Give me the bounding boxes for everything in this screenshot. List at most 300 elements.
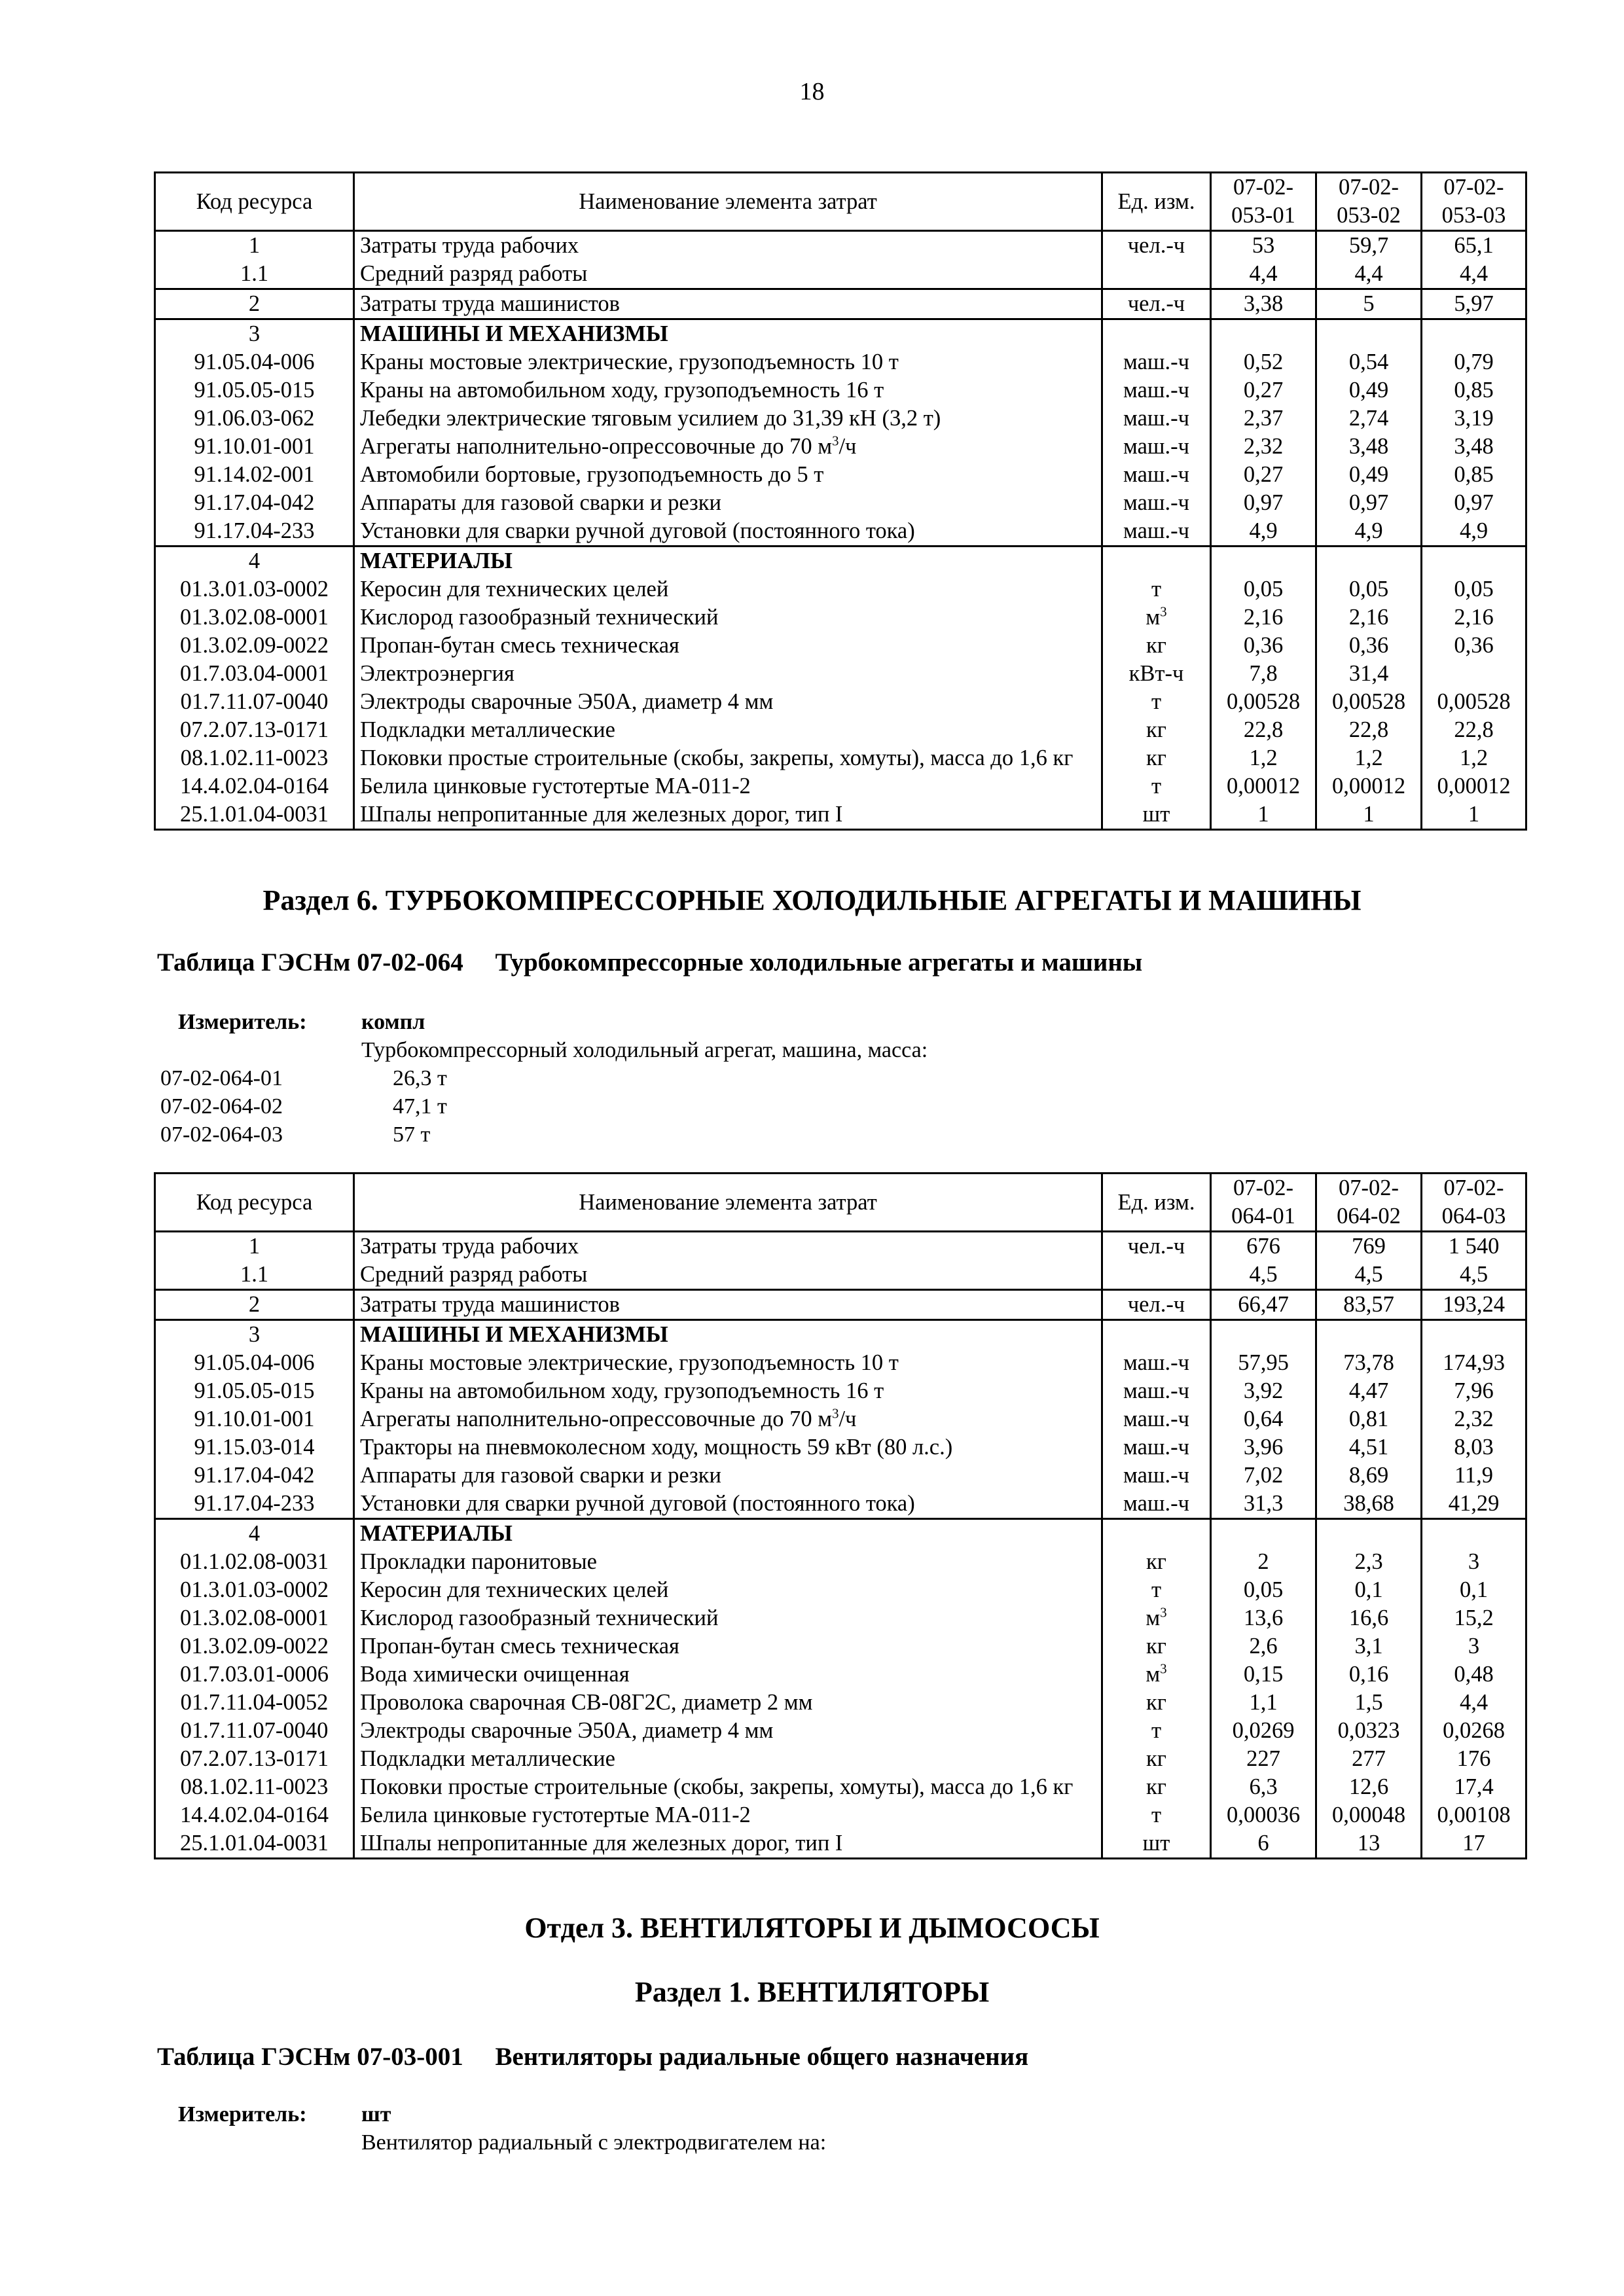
resource-code-cell: 91.17.04-042 (155, 1462, 354, 1490)
table-row (155, 1519, 1526, 1549)
section-6-title: Раздел 6. ТУРБОКОМПРЕССОРНЫЕ ХОЛОДИЛЬНЫЕ АГРЕГАТЫ И МАШИНЫ (262, 884, 1362, 916)
table-row (155, 1261, 1526, 1290)
table-row (155, 800, 1526, 830)
meter-unit: компл (361, 1010, 425, 1034)
meter-unit: шт (361, 2102, 391, 2126)
table-row (155, 1490, 1526, 1519)
unit-cell: кг (1102, 744, 1211, 772)
value-cell: 4,4 (1316, 260, 1422, 289)
resource-code-cell: 25.1.01.04-0031 (155, 800, 354, 830)
value-cell: 227 (1211, 1745, 1316, 1773)
value-cell: 3,48 (1422, 433, 1526, 461)
unit-cell: кг (1102, 1548, 1211, 1576)
cost-element-name-cell: Установки для сварки ручной дуговой (постоянного тока) (354, 1490, 1102, 1519)
value-cell (1422, 660, 1526, 688)
value-cell (1211, 319, 1316, 349)
value-cell: 4,5 (1316, 1261, 1422, 1290)
cost-element-name-cell: Прокладки паронитовые (354, 1548, 1102, 1576)
cost-element-name-cell: Средний разряд работы (354, 260, 1102, 289)
value-cell: 0,00528 (1422, 688, 1526, 716)
unit-cell: маш.-ч (1102, 404, 1211, 433)
resource-code-cell: 14.4.02.04-0164 (155, 1801, 354, 1829)
unit-cell: $м^3$ (1102, 603, 1211, 632)
cost-element-name-cell: Агрегаты наполнительно-опрессовочные до 70 $м^3/ч$ (354, 433, 1102, 461)
cost-element-name-cell: Средний разряд работы (354, 1261, 1102, 1290)
unit-cell: кг (1102, 1689, 1211, 1717)
resource-code-cell: 08.1.02.11-0023 (155, 1773, 354, 1801)
unit-cell: $м^3$ (1102, 1660, 1211, 1689)
resource-code-cell: 14.4.02.04-0164 (155, 772, 354, 800)
unit-cell: кг (1102, 1773, 1211, 1801)
resource-code-cell: 91.06.03-062 (155, 404, 354, 433)
resource-code-cell: 91.17.04-233 (155, 1490, 354, 1519)
cost-element-name-cell: Поковки простые строительные (скобы, закрепы, хомуты), масса до 1,6 кг (354, 1773, 1102, 1801)
table-row (155, 1689, 1526, 1717)
meter-description: Вентилятор радиальный с электродвигателем на: (361, 2130, 827, 2155)
resource-code-cell: 1 (155, 231, 354, 260)
value-cell: 1 (1422, 800, 1526, 830)
table-row (155, 1829, 1526, 1859)
resource-code-cell: 08.1.02.11-0023 (155, 744, 354, 772)
value-cell: 7,8 (1211, 660, 1316, 688)
unit-cell: кг (1102, 632, 1211, 660)
cost-element-name-cell: МАТЕРИАЛЫ (354, 547, 1102, 576)
value-cell: 17 (1422, 1829, 1526, 1859)
section-1-title: Раздел 1. ВЕНТИЛЯТОРЫ (634, 1976, 990, 2008)
value-cell: 0,49 (1316, 461, 1422, 489)
unit-cell: чел.-ч (1102, 1232, 1211, 1261)
cost-element-name-cell: Керосин для технических целей (354, 1576, 1102, 1604)
value-cell (1422, 1519, 1526, 1549)
department-3-title: Отдел 3. ВЕНТИЛЯТОРЫ И ДЫМОСОСЫ (524, 1912, 1100, 1944)
value-cell: 11,9 (1422, 1462, 1526, 1490)
table-row (155, 404, 1526, 433)
value-cell (1211, 1519, 1316, 1549)
value-cell: 4,9 (1316, 517, 1422, 547)
value-cell: 0,36 (1316, 632, 1422, 660)
unit-cell: маш.-ч (1102, 1433, 1211, 1462)
value-cell: 0,05 (1316, 575, 1422, 603)
value-cell: 13,6 (1211, 1604, 1316, 1632)
value-cell: 0,0269 (1211, 1717, 1316, 1745)
value-cell: 57,95 (1211, 1349, 1316, 1377)
value-cell: 53 (1211, 231, 1316, 260)
table-row (155, 489, 1526, 517)
meter-label: Измеритель: (178, 1010, 307, 1034)
value-cell: 0,0268 (1422, 1717, 1526, 1745)
value-cell: 41,29 (1422, 1490, 1526, 1519)
unit-cell: маш.-ч (1102, 1377, 1211, 1405)
resource-code-cell: 01.3.01.03-0002 (155, 1576, 354, 1604)
value-cell: 0,00048 (1316, 1801, 1422, 1829)
value-cell: 3 (1422, 1632, 1526, 1660)
unit-cell: кг (1102, 1745, 1211, 1773)
value-cell: 0,00528 (1316, 688, 1422, 716)
value-cell: 31,3 (1211, 1490, 1316, 1519)
resource-code-cell: 07.2.07.13-0171 (155, 716, 354, 744)
table-row (155, 744, 1526, 772)
table-row (155, 1433, 1526, 1462)
header-col-3: 07-02- 053-03 (1422, 173, 1526, 231)
value-cell: 193,24 (1422, 1290, 1526, 1320)
cost-element-name-cell: Кислород газообразный технический (354, 1604, 1102, 1632)
meter-description: Турбокомпрессорный холодильный агрегат, машина, масса: (361, 1038, 928, 1062)
value-cell: 4,4 (1422, 260, 1526, 289)
value-cell: 2,3 (1316, 1548, 1422, 1576)
unit-cell: шт (1102, 800, 1211, 830)
header-col-2: 07-02- 064-02 (1316, 1174, 1422, 1232)
value-cell: 4,51 (1316, 1433, 1422, 1462)
value-cell (1316, 319, 1422, 349)
value-cell: 0,36 (1211, 632, 1316, 660)
value-cell: 0,48 (1422, 1660, 1526, 1689)
resource-code-cell: 91.10.01-001 (155, 433, 354, 461)
value-cell: 6,3 (1211, 1773, 1316, 1801)
cost-element-name-cell: Автомобили бортовые, грузоподъемность до 5 т (354, 461, 1102, 489)
value-cell: 0,05 (1422, 575, 1526, 603)
value-cell: 59,7 (1316, 231, 1422, 260)
value-cell: 176 (1422, 1745, 1526, 1773)
meter-item-value: 47,1 т (393, 1094, 447, 1119)
unit-cell: т (1102, 1801, 1211, 1829)
value-cell: 0,05 (1211, 575, 1316, 603)
value-cell: 277 (1316, 1745, 1422, 1773)
meter-label: Измеритель: (178, 2102, 307, 2126)
meter-item-code: 07-02-064-03 (160, 1122, 283, 1147)
resource-code-cell: 01.3.02.09-0022 (155, 632, 354, 660)
table-07-02-064-title: Таблица ГЭСНм 07-02-064 Турбокомпрессорные холодильные агрегаты и машины (157, 948, 1143, 977)
cost-element-name-cell: Затраты труда рабочих (354, 231, 1102, 260)
value-cell: 0,27 (1211, 461, 1316, 489)
header-col-3: 07-02- 064-03 (1422, 1174, 1526, 1232)
value-cell: 66,47 (1211, 1290, 1316, 1320)
value-cell: 3,38 (1211, 289, 1316, 319)
unit-cell: чел.-ч (1102, 289, 1211, 319)
table-row (155, 603, 1526, 632)
value-cell: 0,97 (1422, 489, 1526, 517)
value-cell: 769 (1316, 1232, 1422, 1261)
cost-element-name-cell: Краны на автомобильном ходу, грузоподъемность 16 т (354, 1377, 1102, 1405)
value-cell: 3,19 (1422, 404, 1526, 433)
resource-code-cell: 25.1.01.04-0031 (155, 1829, 354, 1859)
table-row (155, 1717, 1526, 1745)
value-cell: 174,93 (1422, 1349, 1526, 1377)
table-row (155, 1576, 1526, 1604)
unit-cell: т (1102, 1717, 1211, 1745)
cost-element-name-cell: Вода химически очищенная (354, 1660, 1102, 1689)
value-cell: 1,2 (1422, 744, 1526, 772)
header-name: Наименование элемента затрат (354, 173, 1102, 231)
value-cell: 676 (1211, 1232, 1316, 1261)
resource-code-cell: 91.05.05-015 (155, 376, 354, 404)
value-cell: 3,1 (1316, 1632, 1422, 1660)
value-cell: 0,85 (1422, 376, 1526, 404)
resource-code-cell: 91.15.03-014 (155, 1433, 354, 1462)
value-cell (1422, 547, 1526, 576)
cost-element-name-cell: Агрегаты наполнительно-опрессовочные до 70 $м^3/ч$ (354, 1405, 1102, 1433)
unit-cell: т (1102, 1576, 1211, 1604)
value-cell: 0,79 (1422, 348, 1526, 376)
unit-cell: чел.-ч (1102, 1290, 1211, 1320)
unit-cell: $м^3$ (1102, 1604, 1211, 1632)
meter-item-code: 07-02-064-02 (160, 1094, 283, 1119)
cost-element-name-cell: МАШИНЫ И МЕХАНИЗМЫ (354, 1320, 1102, 1350)
value-cell: 2,32 (1211, 433, 1316, 461)
value-cell: 4,5 (1211, 1261, 1316, 1290)
table-row (155, 433, 1526, 461)
table-row (155, 1632, 1526, 1660)
value-cell: 2 (1211, 1548, 1316, 1576)
value-cell: 1,2 (1316, 744, 1422, 772)
table-row (155, 1604, 1526, 1632)
unit-cell: кВт-ч (1102, 660, 1211, 688)
resource-table-07-02-064 (154, 1172, 1527, 1859)
value-cell: 3,96 (1211, 1433, 1316, 1462)
resource-code-cell: 01.7.03.04-0001 (155, 660, 354, 688)
value-cell: 0,00012 (1211, 772, 1316, 800)
value-cell: 2,16 (1316, 603, 1422, 632)
unit-cell: маш.-ч (1102, 1490, 1211, 1519)
table-row (155, 1773, 1526, 1801)
unit-cell: чел.-ч (1102, 231, 1211, 260)
cost-element-name-cell: Установки для сварки ручной дуговой (постоянного тока) (354, 517, 1102, 547)
cost-element-name-cell: Шпалы непропитанные для железных дорог, тип I (354, 800, 1102, 830)
resource-code-cell: 3 (155, 319, 354, 349)
value-cell: 0,15 (1211, 1660, 1316, 1689)
resource-code-cell: 4 (155, 1519, 354, 1549)
cost-element-name-cell: Затраты труда машинистов (354, 289, 1102, 319)
table-row (155, 547, 1526, 576)
value-cell: 7,02 (1211, 1462, 1316, 1490)
table-row (155, 1320, 1526, 1350)
value-cell: 0,00108 (1422, 1801, 1526, 1829)
value-cell: 31,4 (1316, 660, 1422, 688)
header-col-1: 07-02- 053-01 (1211, 173, 1316, 231)
cost-element-name-cell: Электроэнергия (354, 660, 1102, 688)
value-cell: 4,5 (1422, 1261, 1526, 1290)
unit-cell: маш.-ч (1102, 433, 1211, 461)
cost-element-name-cell: Кислород газообразный технический (354, 603, 1102, 632)
unit-cell: маш.-ч (1102, 1405, 1211, 1433)
value-cell: 0,64 (1211, 1405, 1316, 1433)
header-code: Код ресурса (155, 1174, 354, 1232)
unit-cell: т (1102, 688, 1211, 716)
table-header-row (155, 1174, 1526, 1232)
unit-cell (1102, 1320, 1211, 1350)
value-cell: 1,2 (1211, 744, 1316, 772)
resource-code-cell: 07.2.07.13-0171 (155, 1745, 354, 1773)
table-row (155, 376, 1526, 404)
header-col-2: 07-02- 053-02 (1316, 173, 1422, 231)
value-cell: 0,16 (1316, 1660, 1422, 1689)
resource-code-cell: 1.1 (155, 1261, 354, 1290)
value-cell: 0,00528 (1211, 688, 1316, 716)
value-cell: 4,4 (1422, 1689, 1526, 1717)
value-cell: 5 (1316, 289, 1422, 319)
table-row (155, 1660, 1526, 1689)
value-cell: 65,1 (1422, 231, 1526, 260)
resource-code-cell: 01.7.03.01-0006 (155, 1660, 354, 1689)
resource-code-cell: 01.3.02.08-0001 (155, 1604, 354, 1632)
resource-table-07-02-053 (154, 171, 1527, 831)
header-unit: Ед. изм. (1102, 1174, 1211, 1232)
table-row (155, 660, 1526, 688)
resource-code-cell: 91.14.02-001 (155, 461, 354, 489)
value-cell: 2,74 (1316, 404, 1422, 433)
cost-element-name-cell: Подкладки металлические (354, 1745, 1102, 1773)
value-cell: 1 540 (1422, 1232, 1526, 1261)
value-cell: 0,27 (1211, 376, 1316, 404)
value-cell: 2,16 (1211, 603, 1316, 632)
cost-element-name-cell: Белила цинковые густотертые МА-011-2 (354, 772, 1102, 800)
value-cell: 4,9 (1422, 517, 1526, 547)
value-cell: 1 (1316, 800, 1422, 830)
value-cell: 0,97 (1316, 489, 1422, 517)
unit-cell: кг (1102, 1632, 1211, 1660)
value-cell: 0,0323 (1316, 1717, 1422, 1745)
table-header-row (155, 173, 1526, 231)
table-row (155, 1801, 1526, 1829)
resource-code-cell: 01.7.11.04-0052 (155, 1689, 354, 1717)
value-cell: 2,16 (1422, 603, 1526, 632)
table-row (155, 1232, 1526, 1261)
value-cell: 3,92 (1211, 1377, 1316, 1405)
value-cell (1316, 1320, 1422, 1350)
value-cell (1211, 547, 1316, 576)
table-row (155, 1377, 1526, 1405)
value-cell: 17,4 (1422, 1773, 1526, 1801)
table-07-03-001-title: Таблица ГЭСНм 07-03-001 Вентиляторы радиальные общего назначения (157, 2043, 1029, 2071)
unit-cell (1102, 547, 1211, 576)
unit-cell (1102, 1519, 1211, 1549)
resource-code-cell: 01.3.02.09-0022 (155, 1632, 354, 1660)
value-cell: 0,81 (1316, 1405, 1422, 1433)
unit-cell: маш.-ч (1102, 1349, 1211, 1377)
table-row (155, 461, 1526, 489)
header-name: Наименование элемента затрат (354, 1174, 1102, 1232)
resource-code-cell: 2 (155, 1290, 354, 1320)
resource-code-cell: 01.3.01.03-0002 (155, 575, 354, 603)
value-cell: 0,85 (1422, 461, 1526, 489)
unit-cell (1102, 1261, 1211, 1290)
cost-element-name-cell: Керосин для технических целей (354, 575, 1102, 603)
cost-element-name-cell: Лебедки электрические тяговым усилием до 31,39 кН (3,2 т) (354, 404, 1102, 433)
value-cell: 12,6 (1316, 1773, 1422, 1801)
value-cell (1422, 1320, 1526, 1350)
value-cell: 0,05 (1211, 1576, 1316, 1604)
value-cell: 0,00012 (1422, 772, 1526, 800)
cost-element-name-cell: Затраты труда машинистов (354, 1290, 1102, 1320)
value-cell: 22,8 (1316, 716, 1422, 744)
resource-code-cell: 91.17.04-042 (155, 489, 354, 517)
unit-cell: маш.-ч (1102, 348, 1211, 376)
cost-element-name-cell: Подкладки металлические (354, 716, 1102, 744)
page-number: 18 (799, 78, 825, 105)
table-row (155, 348, 1526, 376)
table-row (155, 575, 1526, 603)
table-row (155, 1349, 1526, 1377)
cost-element-name-cell: Поковки простые строительные (скобы, закрепы, хомуты), масса до 1,6 кг (354, 744, 1102, 772)
resource-code-cell: 91.05.05-015 (155, 1377, 354, 1405)
cost-element-name-cell: Краны мостовые электрические, грузоподъемность 10 т (354, 348, 1102, 376)
value-cell (1211, 1320, 1316, 1350)
header-code: Код ресурса (155, 173, 354, 231)
resource-code-cell: 01.7.11.07-0040 (155, 688, 354, 716)
value-cell: 0,49 (1316, 376, 1422, 404)
cost-element-name-cell: МАТЕРИАЛЫ (354, 1519, 1102, 1549)
resource-code-cell: 91.10.01-001 (155, 1405, 354, 1433)
table-row (155, 1745, 1526, 1773)
table-row (155, 1548, 1526, 1576)
cost-element-name-cell: Тракторы на пневмоколесном ходу, мощность 59 кВт (80 л.с.) (354, 1433, 1102, 1462)
cost-element-name-cell: Аппараты для газовой сварки и резки (354, 1462, 1102, 1490)
table-row (155, 1405, 1526, 1433)
value-cell: 16,6 (1316, 1604, 1422, 1632)
table-row (155, 1462, 1526, 1490)
resource-code-cell: 01.1.02.08-0031 (155, 1548, 354, 1576)
cost-element-name-cell: Электроды сварочные Э50А, диаметр 4 мм (354, 1717, 1102, 1745)
unit-cell (1102, 260, 1211, 289)
unit-cell: маш.-ч (1102, 461, 1211, 489)
value-cell: 15,2 (1422, 1604, 1526, 1632)
value-cell: 1,1 (1211, 1689, 1316, 1717)
value-cell: 8,69 (1316, 1462, 1422, 1490)
table-row (155, 632, 1526, 660)
table-row (155, 688, 1526, 716)
unit-cell: кг (1102, 716, 1211, 744)
value-cell: 0,97 (1211, 489, 1316, 517)
value-cell: 3,48 (1316, 433, 1422, 461)
value-cell: 5,97 (1422, 289, 1526, 319)
cost-element-name-cell: Аппараты для газовой сварки и резки (354, 489, 1102, 517)
value-cell: 2,37 (1211, 404, 1316, 433)
value-cell: 6 (1211, 1829, 1316, 1859)
table-row (155, 289, 1526, 319)
value-cell: 0,1 (1422, 1576, 1526, 1604)
table-row (155, 517, 1526, 547)
table-row (155, 260, 1526, 289)
cost-element-name-cell: Шпалы непропитанные для железных дорог, тип I (354, 1829, 1102, 1859)
meter-item-value: 26,3 т (393, 1066, 447, 1090)
value-cell: 7,96 (1422, 1377, 1526, 1405)
resource-code-cell: 91.05.04-006 (155, 1349, 354, 1377)
value-cell: 3 (1422, 1548, 1526, 1576)
cost-element-name-cell: Электроды сварочные Э50А, диаметр 4 мм (354, 688, 1102, 716)
table-row (155, 231, 1526, 260)
resource-code-cell: 1.1 (155, 260, 354, 289)
unit-cell: т (1102, 575, 1211, 603)
table-row (155, 1290, 1526, 1320)
header-col-1: 07-02- 064-01 (1211, 1174, 1316, 1232)
meter-item-value: 57 т (393, 1122, 431, 1147)
resource-code-cell: 01.3.02.08-0001 (155, 603, 354, 632)
unit-cell: маш.-ч (1102, 1462, 1211, 1490)
resource-code-cell: 01.7.11.07-0040 (155, 1717, 354, 1745)
table-row (155, 319, 1526, 349)
value-cell: 0,1 (1316, 1576, 1422, 1604)
cost-element-name-cell: Затраты труда рабочих (354, 1232, 1102, 1261)
value-cell: 22,8 (1422, 716, 1526, 744)
unit-cell: маш.-ч (1102, 489, 1211, 517)
value-cell: 0,00036 (1211, 1801, 1316, 1829)
value-cell: 2,32 (1422, 1405, 1526, 1433)
value-cell: 73,78 (1316, 1349, 1422, 1377)
resource-code-cell: 91.05.04-006 (155, 348, 354, 376)
unit-cell (1102, 319, 1211, 349)
value-cell: 0,00012 (1316, 772, 1422, 800)
header-unit: Ед. изм. (1102, 173, 1211, 231)
unit-cell: т (1102, 772, 1211, 800)
